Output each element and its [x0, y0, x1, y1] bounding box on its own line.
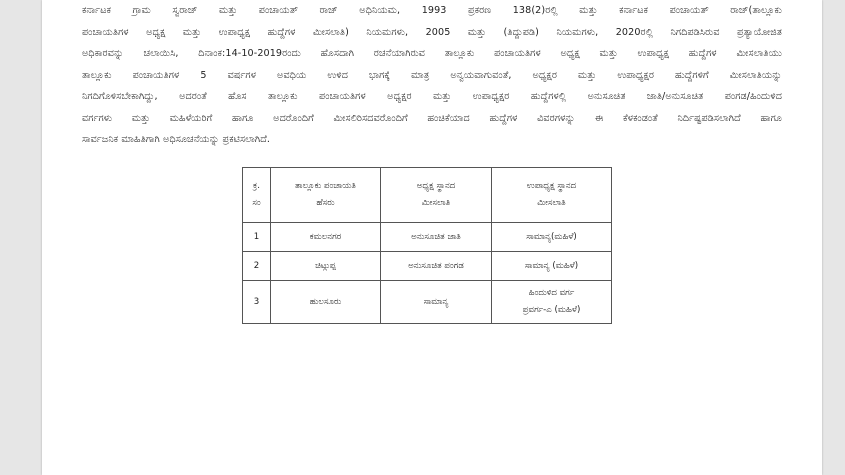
paragraph-line: ಕರ್ನಾಟಕ ಗ್ರಾಮ ಸ್ವರಾಜ್ ಮತ್ತು ಪಂಚಾಯತ್ ರಾಜ್ ಅಧಿನಿಯಮ, 1993 ಪ್ರಕರಣ 138(2)ರಲ್ಲಿ ಮತ್ತು ಕರ್ನಾಟಕ ಪಂಚಾಯತ್ ರಾಜ್(ತಾಲ್ಲೂಕು [82, 5, 782, 16]
header-president-reservation: ಅಧ್ಯಕ್ಷ ಸ್ಥಾನದ ಮೀಸಲಾತಿ [381, 168, 492, 223]
table-row [243, 223, 612, 252]
cell-vice-president: ಸಾಮಾನ್ಯ (ಮಹಿಳೆ) [492, 252, 612, 281]
header-vice-president-reservation: ಉಪಾಧ್ಯಕ್ಷ ಸ್ಥಾನದ ಮೀಸಲಾತಿ [492, 168, 612, 223]
cell-president: ಸಾಮಾನ್ಯ [381, 281, 492, 324]
cell-president: ಅನುಸೂಚಿತ ಜಾತಿ [381, 223, 492, 252]
table-row [243, 281, 612, 324]
paragraph-line: ವರ್ಗಗಳು ಮತ್ತು ಮಹಿಳೆಯರಿಗೆ ಹಾಗೂ ಅದರೊಂದಿಗೆ ಮೀಸಲಿರಿಸದವರೊಂದಿಗೆ ಹಂಚಿಕೆಯಾದ ಹುದ್ದೆಗಳ ವಿವರಗಳನ್ನು ಈ ಕೆಳಕಂಡಂತೆ ನಿರ್ದಿಷ್ಟಪಡಿಸಲಾಗಿದೆ ಹಾಗೂ [82, 112, 782, 124]
cell-vice-president: ಹಿಂದುಳಿದ ವರ್ಗ ಪ್ರವರ್ಗ-ಎ (ಮಹಿಳೆ) [492, 281, 612, 324]
table-header-row [243, 168, 612, 223]
document-page [42, 0, 822, 475]
header-taluk-panchayat-name: ತಾಲ್ಲೂಕು ಪಂಚಾಯತಿ ಹೆಸರು [271, 168, 381, 223]
cell-taluk: ಕಮಲನಗರ [271, 223, 381, 252]
paragraph-line: ನಿಗದಿಗೊಳಿಸಬೇಕಾಗಿದ್ದು, ಅದರಂತೆ ಹೊಸ ತಾಲ್ಲೂಕು ಪಂಚಾಯತಿಗಳ ಅಧ್ಯಕ್ಷರ ಮತ್ತು ಉಪಾಧ್ಯಕ್ಷರ ಹುದ್ದೆಗಳಲ್ಲಿ ಅನುಸೂಚಿತ ಜಾತಿ/ಅನುಸೂಚಿತ ಪಂಗಡ/ಹಿಂದುಳಿದ [82, 91, 782, 102]
header-serial-number: ಕ್ರ. ಸಂ [243, 168, 271, 223]
cell-serial: 1 [243, 223, 271, 252]
notification-paragraph [82, 0, 782, 151]
cell-vice-president: ಸಾಮಾನ್ಯ(ಮಹಿಳೆ) [492, 223, 612, 252]
reservation-table [242, 167, 612, 324]
paragraph-line: ಸಾರ್ವಜನಿಕ ಮಾಹಿತಿಗಾಗಿ ಅಧಿಸೂಚನೆಯನ್ನು ಪ್ರಕಟಿಸಲಾಗಿದೆ. [82, 134, 271, 145]
cell-taluk: ಹುಲಸೂರು [271, 281, 381, 324]
cell-president: ಅನುಸೂಚಿತ ಪಂಗಡ [381, 252, 492, 281]
cell-serial: 2 [243, 252, 271, 281]
cell-serial: 3 [243, 281, 271, 324]
paragraph-line: ಅಧಿಕಾರವನ್ನು ಚಲಾಯಿಸಿ, ದಿನಾಂಕ:14-10-2019ರಂದು ಹೊಸದಾಗಿ ರಚನೆಯಾಗಿರುವ ತಾಲ್ಲೂಕು ಪಂಚಾಯತಿಗಳ ಅಧ್ಯಕ್ಷ ಮತ್ತು ಉಪಾಧ್ಯಕ್ಷ ಹುದ್ದೆಗಳ ಮೀಸಲಾತಿಯು [82, 48, 782, 59]
table-row [243, 252, 612, 281]
paragraph-line: ಪಂಚಾಯತಿಗಳ ಅಧ್ಯಕ್ಷ ಮತ್ತು ಉಪಾಧ್ಯಕ್ಷ ಹುದ್ದೆಗಳ ಮೀಸಲಾತಿ) ನಿಯಮಗಳು, 2005 ಮತ್ತು (ತಿದ್ದುಪಡಿ) ನಿಯಮಗಳು, 2020ರಲ್ಲಿ ನಿಗದಿಪಡಿಸಿರುವ ಪ್ರತ್ಯಾಯೋಜಿತ [82, 26, 782, 38]
cell-taluk: ಚಿಟ್ಗುಪ್ಪ [271, 252, 381, 281]
paragraph-line: ತಾಲ್ಲೂಕು ಪಂಚಾಯತಿಗಳ 5 ವರ್ಷಗಳ ಅವಧಿಯ ಉಳಿದ ಭಾಗಕ್ಕೆ ಮಾತ್ರ ಅನ್ವಯವಾಗುವಂತೆ, ಅಧ್ಯಕ್ಷರ ಮತ್ತು ಉಪಾಧ್ಯಕ್ಷರ ಹುದ್ದೆಗಳಿಗೆ ಮೀಸಲಾತಿಯನ್ನು [82, 69, 782, 81]
